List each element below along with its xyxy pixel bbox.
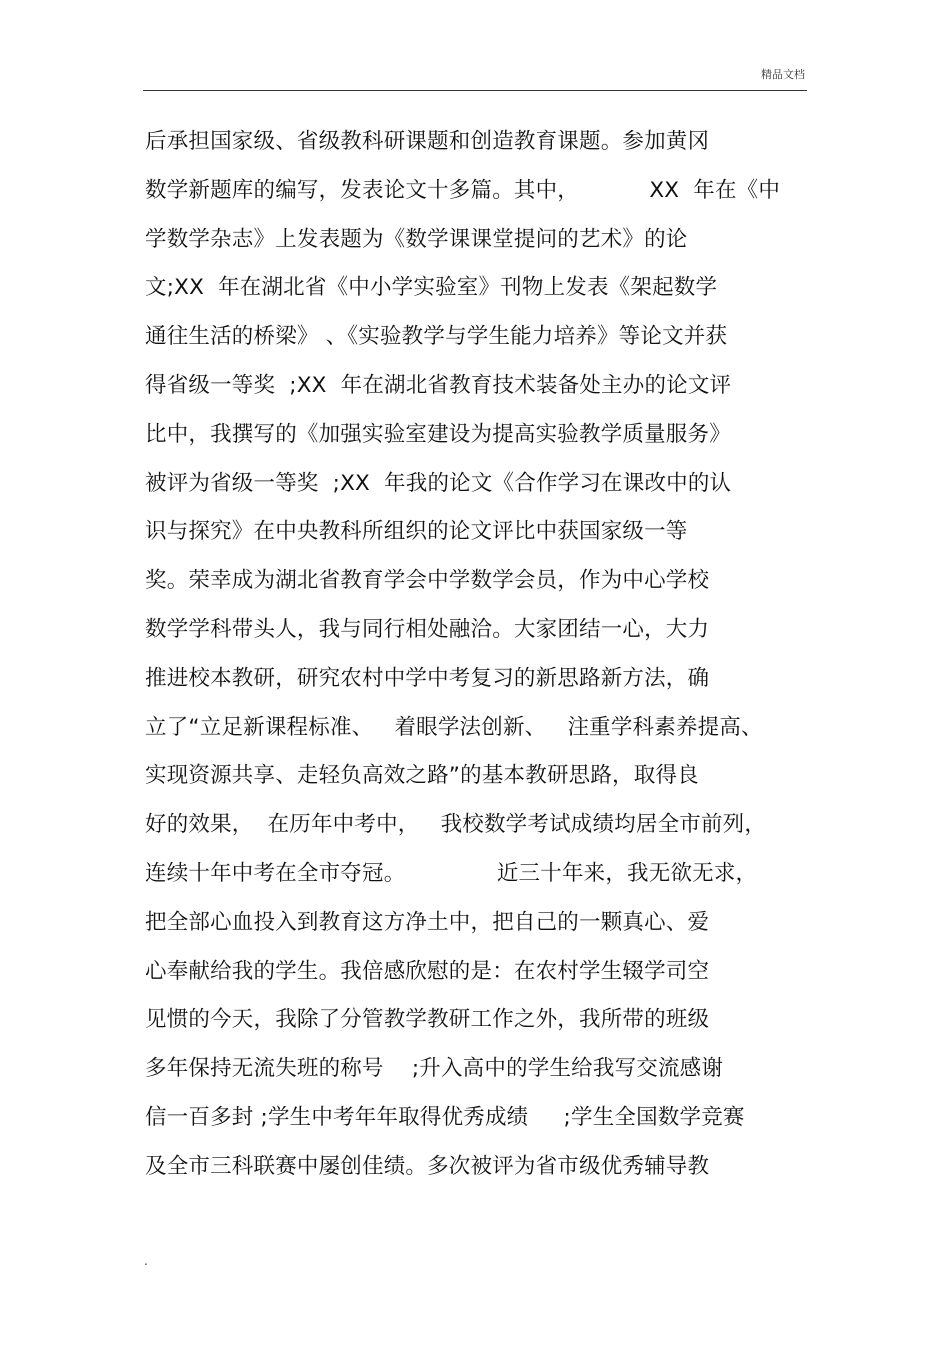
text-line: 得省级一等奖 ;XX 年在湖北省教育技术装备处主办的论文评 xyxy=(145,372,732,398)
text-line: 文;XX 年在湖北省《中小学实验室》刊物上发表《架起数学 xyxy=(145,275,718,301)
text-line: 好的效果， 在历年中考中， 我校数学考试成绩均居全市前列， xyxy=(145,812,767,838)
text-line: 连续十年中考在全市夺冠。 近三十年来，我无欲无求， xyxy=(145,860,758,886)
text-line: 通往生活的桥梁》 、《实验教学与学生能力培养》等论文并获 xyxy=(145,324,728,350)
text-line: 学数学杂志》上发表题为《数学课课堂提问的艺术》的论 xyxy=(145,226,688,252)
header-divider xyxy=(143,90,807,91)
text-line: 被评为省级一等奖 ;XX 年我的论文《合作学习在课改中的认 xyxy=(145,470,732,496)
text-line: 及全市三科联赛中屡创佳绩。多次被评为省市级优秀辅导教 xyxy=(145,1153,710,1179)
text-line: 信一百多封 ;学生中考年年取得优秀成绩 ;学生全国数学竞赛 xyxy=(145,1104,745,1130)
text-line: 数学新题库的编写，发表论文十多篇。其中， XX 年在《中 xyxy=(145,177,781,203)
text-line: 推进校本教研，研究农村中学中考复习的新思路新方法，确 xyxy=(145,665,710,691)
body-text xyxy=(145,122,807,1196)
text-line: 识与探究》在中央教科所组织的论文评比中获国家级一等 xyxy=(145,519,688,545)
text-line: 心奉献给我的学生。我倍感欣慰的是：在农村学生辍学司空 xyxy=(145,958,710,984)
text-line: 见惯的今天，我除了分管教学教研工作之外，我所带的班级 xyxy=(145,1007,710,1033)
text-line: 立了“立足新课程标准、 着眼学法创新、 注重学科素养提高、 xyxy=(145,714,763,740)
text-line: 比中，我撰写的《加强实验室建设为提高实验教学质量服务》 xyxy=(145,421,731,447)
text-line: 把全部心血投入到教育这方净土中，把自己的一颗真心、爱 xyxy=(145,909,710,935)
text-line: 实现资源共享、走轻负高效之路”的基本教研思路，取得良 xyxy=(145,763,699,789)
text-line: 多年保持无流失班的称号 ;升入高中的学生给我写交流感谢 xyxy=(145,1056,724,1082)
text-line: 数学学科带头人，我与同行相处融洽。大家团结一心，大力 xyxy=(145,616,710,642)
footer-mark: . xyxy=(144,1254,148,1268)
text-line: 后承担国家级、省级教科研课题和创造教育课题。参加黄冈 xyxy=(145,129,710,154)
text-line: 奖。荣幸成为湖北省教育学会中学数学会员，作为中心学校 xyxy=(145,568,710,594)
header-label: 精品文档 xyxy=(761,68,805,81)
